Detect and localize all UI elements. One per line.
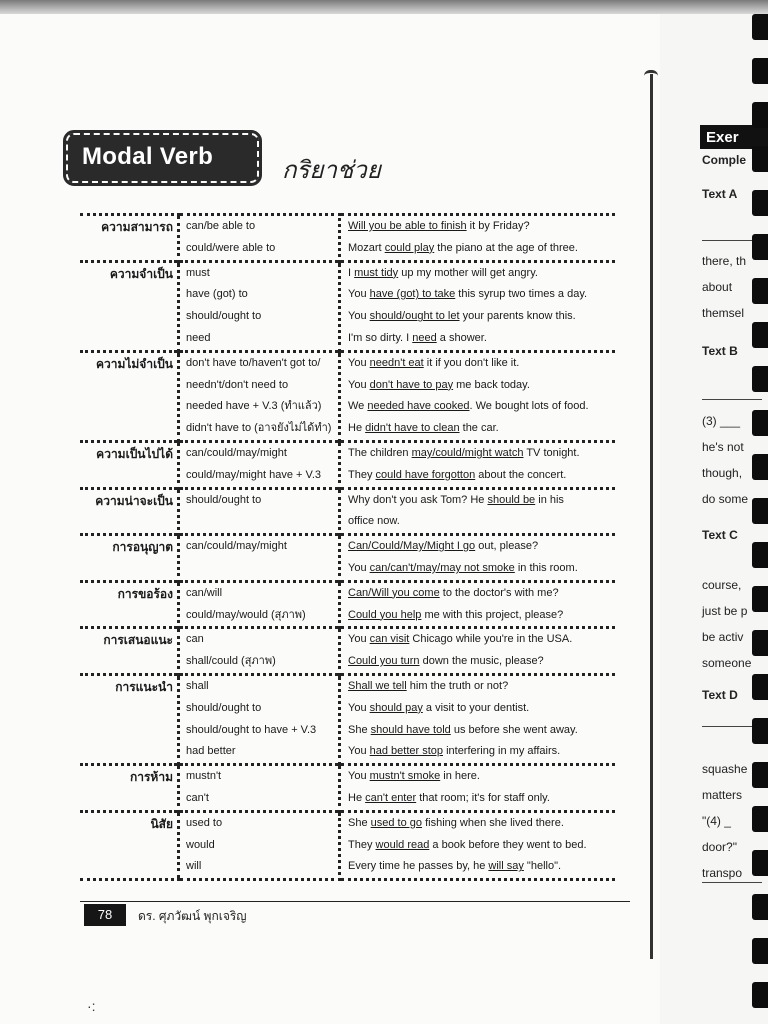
modal-form: don't have to/haven't got to/ [186,356,321,369]
sentence-text: about the concert. [475,468,567,481]
modal-phrase: don't have to pay [369,378,454,391]
category-label: การอนุญาต [112,540,173,555]
category-cell [80,441,179,488]
example-sentence [348,216,615,238]
sentence-text: I [348,266,355,279]
table-row [80,215,615,262]
sentence-text: You [348,378,370,391]
modal-form: have (got) to [186,288,248,301]
modal-phrase: can't enter [365,791,417,804]
sentence-text: him the truth or not? [406,679,509,692]
sentence-text: Chicago while you're in the USA. [409,633,573,646]
sentence-text: down the music, please? [419,655,544,668]
modals-cell [179,215,340,262]
modal-form: didn't have to (อาจยังไม่ได้ทำ) [186,422,332,435]
example-sentence [348,856,615,878]
modal-form: should/ought to [186,493,262,506]
right-page-text: be activ [702,630,744,644]
category-label: การเสนอแนะ [103,633,173,648]
binding-hole [752,586,768,612]
example-sentence [348,353,615,375]
page-title-thai: กริยาช่วย [282,156,381,184]
sentence-text: in his [535,493,564,506]
right-page-text: do some [702,492,749,506]
sentence-text: You [348,633,370,646]
example-sentence [348,263,615,285]
modal-form: could/were able to [186,241,276,254]
examples-cell [340,628,616,675]
sentence-text: to the doctor's with me? [439,586,559,599]
modal-form [186,558,338,580]
category-cell [80,765,179,812]
modal-phrase: may/could/might watch [411,446,524,459]
right-page-text: he's not [702,440,744,454]
modal-form: should/ought to [186,701,262,714]
modal-form [186,511,338,533]
modal-phrase: Can/Will you come [348,586,440,599]
sentence-text: interfering in my affairs. [443,745,561,758]
right-page-text: Text A [702,187,738,201]
sentence-text: She [348,723,371,736]
binding-hole [752,454,768,480]
example-sentence [348,375,615,397]
modal-form: could/may/would (สุภาพ) [186,608,306,621]
example-sentence [348,490,615,512]
modal-form: can/could/may/might [186,540,287,553]
example-sentence [348,583,615,605]
modals-cell [179,674,340,764]
sentence-text: We [348,400,368,413]
binding-hole [752,718,768,744]
sentence-text: this syrup two times a day. [455,288,588,301]
sentence-text: me with this project, please? [421,608,564,621]
table-row [80,351,615,441]
example-sentence [348,698,615,720]
modal-form: could/may/might have + V.3 [186,468,322,481]
sentence-text: I'm so dirty. I [348,331,413,344]
modal-phrase: needn't eat [369,356,424,369]
examples-cell [340,811,616,879]
modals-cell [179,351,340,441]
category-cell [80,628,179,675]
example-sentence [348,284,615,306]
sentence-text: He [348,791,366,804]
category-label: นิสัย [150,816,173,831]
sentence-text: in this room. [514,561,578,574]
category-label: ความจำเป็น [109,266,173,281]
binding-hole [752,234,768,260]
example-sentence [348,396,615,418]
category-cell [80,535,179,582]
modals-cell [179,581,340,628]
category-label: ความไม่จำเป็น [95,356,173,371]
modal-phrase: Shall we tell [348,679,407,692]
binding-hole [752,322,768,348]
right-page-text: (3) ___ [702,414,741,428]
modal-phrase: Will you be able to finish [348,220,467,232]
examples-cell [340,674,616,764]
sentence-text: fishing when she lived there. [422,816,564,829]
sentence-text: up my mother will get angry. [398,266,538,279]
category-cell [80,488,179,535]
binding-hole [752,58,768,84]
sentence-text: They [348,838,376,851]
modal-phrase: mustn't smoke [369,770,441,783]
sentence-text: a visit to your dentist. [422,701,530,714]
category-label: การแนะนำ [115,679,173,694]
sentence-text: it if you don't like it. [423,356,520,369]
sentence-text: it by Friday? [466,220,530,232]
right-page-text: just be p [702,604,748,618]
right-page-text: there, th [702,254,747,268]
sentence-text: They [348,468,376,481]
page-title: Modal Verb [82,143,214,170]
examples-cell [340,441,616,488]
modal-phrase: used to go [370,816,423,829]
example-sentence [348,511,615,533]
sentence-text: that room; it's for staff only. [416,791,550,804]
example-sentence [348,741,615,763]
sentence-text: a shower. [436,331,487,344]
example-sentence [348,418,615,440]
examples-cell [340,215,616,262]
category-cell [80,215,179,262]
right-page-text: matters [702,788,743,802]
modal-phrase: Could you turn [348,655,420,668]
footer-rule [80,901,630,902]
table-row [80,765,615,812]
sentence-text: You [348,561,370,574]
example-sentence [348,238,615,260]
right-page-title: Exer [700,125,768,149]
sentence-text: your parents know this. [459,310,576,323]
modal-form: mustn't [186,770,222,783]
right-page-text: Text B [702,344,738,358]
modal-phrase: can/can't/may/may not smoke [369,561,515,574]
right-page-text: about [702,280,733,294]
modal-phrase: Can/Could/May/Might I go [348,540,476,553]
modals-cell [179,441,340,488]
spiral-binding [752,14,768,1024]
sentence-text: You [348,745,370,758]
binding-hole [752,982,768,1008]
right-page-text: squashe [702,762,748,776]
right-page-text: someone [702,656,752,670]
binding-hole [752,190,768,216]
category-cell [80,581,179,628]
sentence-text: You [348,701,370,714]
binding-hole [752,894,768,920]
sentence-text: You [348,770,370,783]
table-row [80,674,615,764]
example-sentence [348,605,615,627]
examples-cell [340,535,616,582]
modal-phrase: should be [487,493,536,506]
table-row [80,628,615,675]
sentence-text: us before she went away. [450,723,578,736]
sentence-text: She [348,816,371,829]
sentence-text: You [348,356,370,369]
sentence-text: TV tonight. [523,446,580,459]
table-row [80,261,615,351]
modals-cell [179,535,340,582]
modals-cell [179,765,340,812]
page-number: 78 [84,904,126,926]
category-label: ความสามารถ [101,220,173,234]
binding-hole [752,14,768,40]
examples-cell [340,351,616,441]
modal-phrase: should pay [369,701,423,714]
category-cell [80,261,179,351]
modal-phrase: should have told [370,723,451,736]
binding-hole [752,630,768,656]
right-page-text: transpo [702,866,743,880]
book-page [0,14,768,1024]
right-page-text: Text C [702,528,738,542]
modal-phrase: could play [384,241,435,254]
table-row [80,811,615,879]
binding-hole [752,806,768,832]
binding-hole [752,366,768,392]
examples-cell [340,488,616,535]
modal-phrase: had better stop [369,745,444,758]
sentence-text: You [348,288,370,301]
sentence-text: the car. [459,422,499,435]
table-row [80,581,615,628]
example-sentence [348,536,615,558]
right-page-text: course, [702,578,742,592]
modal-form: used to [186,816,223,829]
modal-form: would [186,838,215,851]
modal-phrase: could have forgotton [375,468,476,481]
right-page-text: "(4) _ [702,814,731,828]
page-smudge: ·: [87,998,96,1014]
modal-phrase: should/ought to let [369,310,460,323]
modal-phrase: must tidy [354,266,399,279]
example-sentence [348,766,615,788]
modal-form: need [186,331,211,344]
category-label: ความน่าจะเป็น [95,493,173,508]
binding-hole [752,278,768,304]
modal-phrase: would read [375,838,430,851]
binding-hole [752,146,768,172]
binding-hole [752,938,768,964]
sentence-text: Why don't you ask Tom? He [348,493,488,506]
modal-form: shall [186,679,209,692]
examples-cell [340,261,616,351]
binding-hole [752,674,768,700]
title-banner [66,133,259,183]
sentence-text: The children [348,446,412,459]
modal-phrase: Could you help [348,608,422,621]
modal-phrase: need [412,331,437,344]
category-cell [80,811,179,879]
example-sentence [348,720,615,742]
modal-phrase: can visit [369,633,410,646]
example-sentence [348,676,615,698]
modal-form: can/will [186,586,223,599]
right-page-text: Text D [702,688,738,702]
table-row [80,535,615,582]
author-name: ดร. ศุภวัฒน์ พุกเจริญ [138,909,247,923]
right-page-text: though, [702,466,743,480]
modal-form: can/be able to [186,220,256,232]
modal-phrase: didn't have to clean [365,422,460,435]
modal-form: had better [186,745,236,758]
sentence-text: office now. [348,515,400,528]
modal-form: can [186,633,204,646]
example-sentence [348,306,615,328]
category-cell [80,674,179,764]
examples-cell [340,765,616,812]
example-sentence [348,835,615,857]
modal-form: should/ought to [186,310,262,323]
binding-hole [752,850,768,876]
right-page-text: themsel [702,306,745,320]
example-sentence [348,328,615,350]
modals-cell [179,811,340,879]
modals-cell [179,628,340,675]
right-page-text: door?" [702,840,737,854]
category-label: การห้าม [129,770,173,785]
binding-hole [752,762,768,788]
right-page-text: Comple [702,153,747,167]
binding-hole [752,498,768,524]
modal-form: can't [186,791,209,804]
sentence-text: in here. [440,770,480,783]
modal-form: shall/could (สุภาพ) [186,655,276,668]
example-sentence [348,629,615,651]
examples-cell [340,581,616,628]
example-sentence [348,651,615,673]
binding-hole [752,410,768,436]
category-cell [80,351,179,441]
example-sentence [348,813,615,835]
sentence-text: Mozart [348,241,385,254]
sentence-text: out, please? [475,540,539,553]
modal-form: should/ought to have + V.3 [186,723,317,736]
sentence-text: . We bought lots of food. [469,400,589,413]
modal-form: can/could/may/might [186,446,287,459]
sentence-text: "hello". [523,860,562,873]
example-sentence [348,443,615,465]
category-label: ความเป็นไปได้ [96,446,173,461]
binding-hole [752,102,768,128]
modals-cell [179,488,340,535]
sentence-text: the piano at the age of three. [434,241,578,254]
example-sentence [348,788,615,810]
modal-form: will [186,860,202,873]
sentence-text: a book before they went to bed. [429,838,587,851]
modal-form: needn't/don't need to [186,378,289,391]
sentence-text: He [348,422,366,435]
sentence-text: You [348,310,370,323]
example-sentence [348,558,615,580]
modals-cell [179,261,340,351]
modal-form: needed have + V.3 (ทำแล้ว) [186,400,322,413]
example-sentence [348,465,615,487]
modal-phrase: have (got) to take [369,288,456,301]
modal-form: must [186,266,210,279]
table-row [80,488,615,535]
sentence-text: Every time he passes by, he [348,860,489,873]
sentence-text: me back today. [453,378,530,391]
table-row [80,441,615,488]
modal-phrase: will say [488,860,524,873]
modal-phrase: needed have cooked [367,400,470,413]
modal-verb-table [80,213,615,881]
binding-hole [752,542,768,568]
category-label: การขอร้อง [117,586,173,601]
